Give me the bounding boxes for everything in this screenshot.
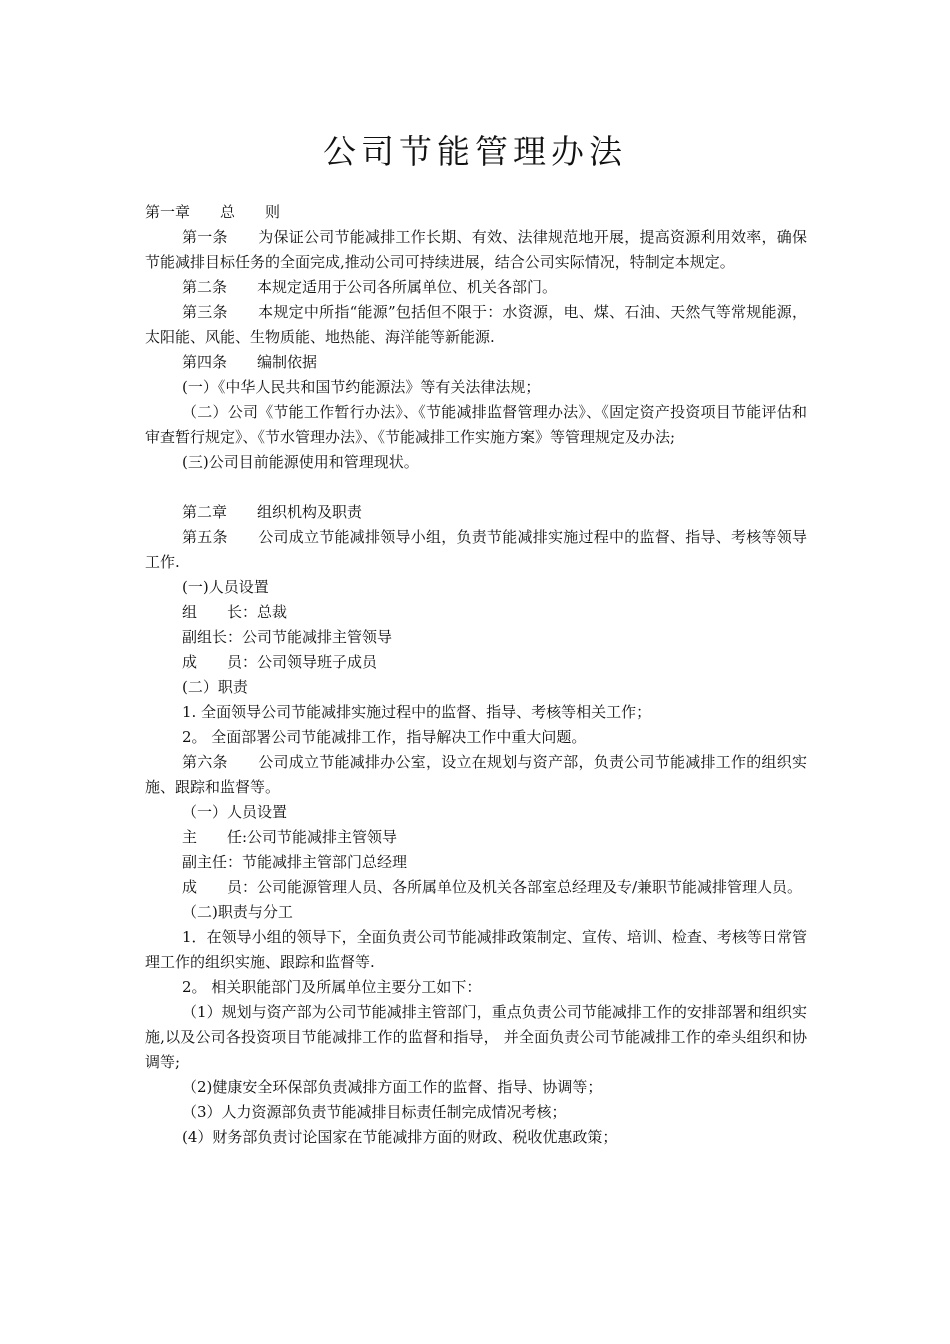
basis-item-2: （二）公司《节能工作暂行办法》、《节能减排监督管理办法》、《固定资产投资项目节能评估和审查暂行规定》、《节水管理办法》、《节能减排工作实施方案》等管理规定及办法; <box>145 403 807 446</box>
office-deputy-director: 副主任：节能减排主管部门总经理 <box>182 853 408 871</box>
staff-leader: 组 长：总裁 <box>182 603 288 621</box>
duty-item-1: 1. 全面领导公司节能减排实施过程中的监督、指导、考核等相关工作； <box>182 703 652 721</box>
division-item-3: （3）人力资源部负责节能减排目标责任制完成情况考核； <box>182 1103 567 1121</box>
article-6: 第六条 公司成立节能减排办公室，设立在规划与资产部，负责公司节能减排工作的组织实施、跟踪和监督等。 <box>145 753 807 796</box>
duty-item-2: 2。 全面部署公司节能减排工作，指导解决工作中重大问题。 <box>182 728 587 746</box>
article-3: 第三条 本规定中所指“能源”包括但不限于：水资源，电、煤、石油、天然气等常规能源，太阳能、风能、生物质能、地热能、海洋能等新能源. <box>145 303 807 346</box>
office-members: 成 员：公司能源管理人员、各所属单位及机关各部室总经理及专/兼职节能减排管理人员。 <box>182 878 803 896</box>
office-director: 主 任:公司节能减排主管领导 <box>182 828 398 846</box>
office-duty-item-2: 2。 相关职能部门及所属单位主要分工如下： <box>182 978 482 996</box>
staff-deputy-leader: 副组长：公司节能减排主管领导 <box>182 628 393 646</box>
division-item-4: (4）财务部负责讨论国家在节能减排方面的财政、税收优惠政策； <box>182 1128 618 1146</box>
article-2: 第二条 本规定适用于公司各所属单位、机关各部门。 <box>182 278 558 296</box>
article-5: 第五条 公司成立节能减排领导小组，负责节能减排实施过程中的监督、指导、考核等领导工作. <box>145 528 807 571</box>
office-duties-heading: （二)职责与分工 <box>182 903 293 921</box>
office-duty-item-1: 1．在领导小组的领导下，全面负责公司节能减排政策制定、宣传、培训、检查、考核等日常管理工作的组织实施、跟踪和监督等. <box>145 928 807 971</box>
document-title: 公司节能管理办法 <box>323 132 627 171</box>
article-1: 第一条 为保证公司节能减排工作长期、有效、法律规范地开展，提高资源利用效率，确保节能减排目标任务的全面完成,推动公司可持续进展，结合公司实际情况，特制定本规定。 <box>145 228 807 271</box>
chapter-2-heading: 第二章 组织机构及职责 <box>182 503 363 521</box>
chapter-1-heading: 第一章 总 则 <box>145 203 281 221</box>
staff-members: 成 员：公司领导班子成员 <box>182 653 378 671</box>
basis-item-1: (一）《中华人民共和国节约能源法》等有关法律法规； <box>182 378 541 396</box>
office-staffing-heading: （一）人员设置 <box>182 803 288 821</box>
staffing-heading: (一)人员设置 <box>182 578 269 596</box>
basis-item-3: (三)公司目前能源使用和管理现状。 <box>182 453 419 471</box>
division-item-2: （2)健康安全环保部负责减排方面工作的监督、指导、协调等； <box>182 1078 603 1096</box>
document-body <box>145 200 807 1150</box>
blank-line <box>145 475 807 500</box>
duties-heading: (二）职责 <box>182 678 248 696</box>
article-4: 第四条 编制依据 <box>182 353 318 371</box>
division-item-1: （1）规划与资产部为公司节能减排主管部门，重点负责公司节能减排工作的安排部署和组织实施,以及公司各投资项目节能减排工作的监督和指导， 并全面负责公司节能减排工作的牵头组织和协调等; <box>145 1003 807 1071</box>
